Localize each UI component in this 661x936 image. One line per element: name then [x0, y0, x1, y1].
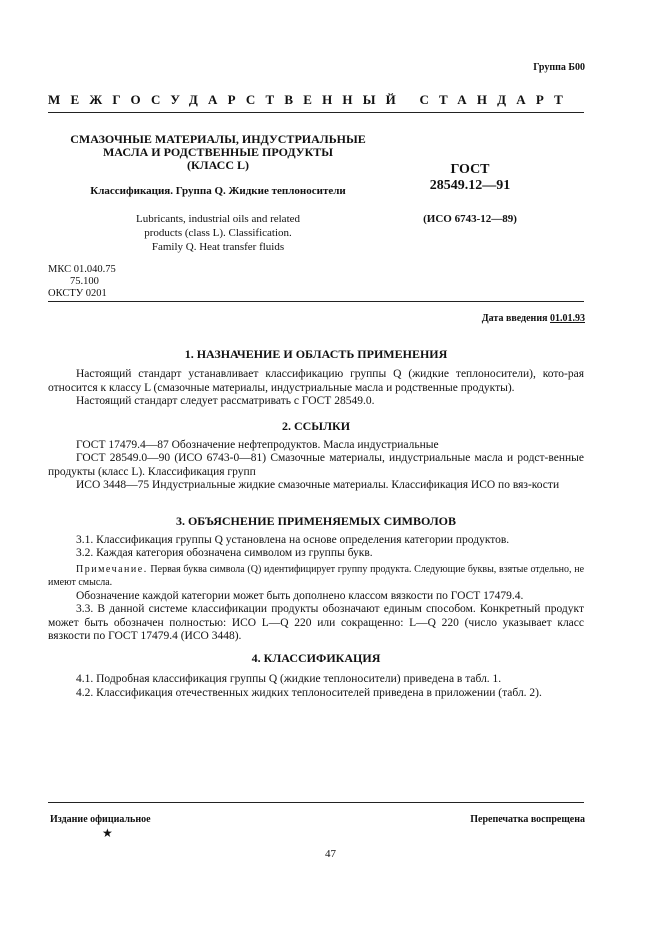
gost-number: 28549.12—91 — [429, 178, 511, 193]
note-text: Первая буква символа (Q) идентифицирует группу продукта. Следующие буквы, взятые отдельно, не имеют смысла. — [48, 564, 585, 588]
section-1-title: 1. НАЗНАЧЕНИЕ И ОБЛАСТЬ ПРИМЕНЕНИЯ — [184, 347, 448, 361]
note — [48, 563, 584, 589]
banner-rule — [48, 112, 584, 113]
classification-codes — [48, 264, 116, 300]
effective-date — [482, 313, 585, 324]
section-1-p2: Настоящий стандарт следует рассматривать с ГОСТ 28549.0. — [76, 395, 375, 407]
header-rule — [48, 301, 584, 302]
gost-label: ГОСТ — [450, 162, 490, 177]
reference-3: ИСО 3448—75 Индустриальные жидкие смазочные материалы. Классификация ИСО по вяз-кости — [76, 479, 560, 491]
group-code: Группа Б00 — [533, 62, 585, 73]
title-line: МАСЛА И РОДСТВЕННЫЕ ПРОДУКТЫ — [102, 145, 334, 159]
code-line: 75.100 — [70, 276, 99, 287]
note-label: Примечание. — [76, 564, 148, 575]
section-3-p4: 3.3. В данной системе классификации продукты обозначают единым способом. Конкретный продукт может быть обозначен полностью: ИСО L—Q 220 или сокращенно: L—Q 220 (число указывает класс вязкости по ГОСТ 17479.4 (ИСО 3448). — [48, 603, 584, 642]
section-3-title: 3. ОБЪЯСНЕНИЕ ПРИМЕНЯЕМЫХ СИМВОЛОВ — [175, 514, 457, 528]
english-title — [48, 212, 388, 254]
standard-banner: МЕЖГОСУДАРСТВЕННЫЙ СТАНДАРТ — [48, 92, 574, 107]
reprint-prohibited: Перепечатка воспрещена — [470, 814, 585, 825]
reference-1: ГОСТ 17479.4—87 Обозначение нефтепродуктов. Масла индустриальные — [76, 439, 439, 451]
section-3-p1: 3.1. Классификация группы Q установлена на основе определения категории продуктов. — [76, 534, 510, 546]
code-line: ОКСТУ 0201 — [48, 288, 107, 299]
document-title — [48, 133, 388, 172]
section-3-p2: 3.2. Каждая категория обозначена символом из группы букв. — [76, 547, 373, 559]
english-title-line: products (class L). Classification. — [144, 227, 292, 239]
gost-designation — [410, 162, 530, 194]
code-line: МКС 01.040.75 — [48, 264, 116, 275]
official-edition: Издание официальное — [50, 814, 151, 825]
english-title-line: Family Q. Heat transfer fluids — [151, 241, 285, 253]
section-1-p1: Настоящий стандарт устанавливает классификацию группы Q (жидкие теплоносители), кото-рая относится к классу L (смазочные материалы, индустриальные масла и родственные продукты). — [48, 368, 584, 394]
page-number: 47 — [325, 848, 336, 860]
footer-rule — [48, 802, 584, 803]
section-4-title: 4. КЛАССИФИКАЦИЯ — [251, 651, 381, 665]
english-title-line: Lubricants, industrial oils and related — [135, 213, 301, 225]
document-subtitle: Классификация. Группа Q. Жидкие теплоносители — [90, 185, 346, 197]
title-line: (КЛАСС L) — [186, 158, 250, 172]
section-3-p3: Обозначение каждой категории может быть дополнено классом вязкости по ГОСТ 17479.4. — [76, 590, 524, 602]
reference-2: ГОСТ 28549.0—90 (ИСО 6743-0—81) Смазочные материалы, индустриальные масла и родст-венные продукты (класс L). Классификация групп — [48, 452, 584, 478]
section-4-p2: 4.2. Классификация отечественных жидких теплоносителей приведена в приложении (табл. 2). — [76, 687, 542, 699]
star-icon: ★ — [102, 826, 113, 840]
date-label: Дата введения — [481, 313, 548, 324]
section-4-p1: 4.1. Подробная классификация группы Q (жидкие теплоносители) приведена в табл. 1. — [76, 673, 502, 685]
title-line: СМАЗОЧНЫЕ МАТЕРИАЛЫ, ИНДУСТРИАЛЬНЫЕ — [70, 132, 366, 146]
iso-equivalent: (ИСО 6743-12—89) — [423, 213, 517, 225]
date-value: 01.01.93 — [550, 313, 585, 324]
section-2-title: 2. ССЫЛКИ — [281, 419, 351, 433]
